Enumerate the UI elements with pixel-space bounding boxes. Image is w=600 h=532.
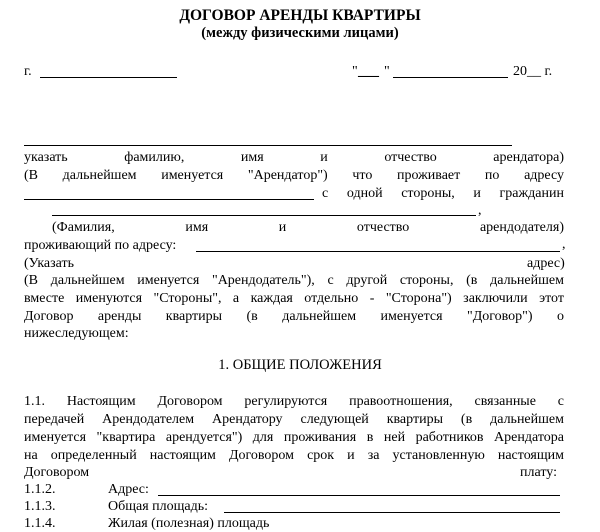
apartment-address-field[interactable] bbox=[158, 495, 560, 496]
paragraph-line-3: Договор аренды квартиры (в дальнейшем именуется "Договор") о bbox=[24, 309, 564, 324]
document-subtitle: (между физическими лицами) bbox=[201, 25, 399, 41]
city-field[interactable] bbox=[40, 77, 177, 78]
clause-1-1-3-label: Общая площадь: bbox=[108, 499, 209, 514]
date-month-field[interactable] bbox=[393, 77, 508, 78]
total-area-field[interactable] bbox=[224, 512, 560, 513]
address-label: проживающий по адресу: bbox=[24, 238, 177, 253]
clause-1-1-line-2: передачей Арендодателем Арендатору следующей квартиры (в дальнейшем bbox=[24, 412, 564, 427]
clause-1-1-line-3: именуется "квартира арендуется") для проживания в ней работников Арендатора bbox=[24, 430, 564, 445]
section-1-title: 1. ОБЩИЕ ПОЛОЖЕНИЯ bbox=[218, 357, 382, 373]
landlord-name-hint: (Фамилия, имя и отчество арендодателя) bbox=[52, 220, 564, 235]
date-year: 20__ г. bbox=[513, 64, 553, 79]
tenant-named-line: (В дальнейшем именуется "Арендатор") что проживает по адресу bbox=[24, 168, 564, 183]
clause-1-1-4-label: Жилая (полезная) площадь bbox=[108, 516, 270, 531]
clause-1-1-3-number: 1.1.3. bbox=[24, 499, 56, 514]
landlord-name-field[interactable] bbox=[52, 215, 476, 216]
tenant-name-hint: указать фамилию, имя и отчество арендатора) bbox=[24, 150, 564, 165]
side-one-text: с одной стороны, и гражданин bbox=[322, 186, 564, 201]
clause-1-1-line-5-right: плату: bbox=[520, 465, 557, 480]
paragraph-line-2: вместе именуются "Стороны", а каждая отдельно - "Сторона") заключили этот bbox=[24, 291, 564, 306]
clause-1-1-line-4: на определенный настоящим Договором срок и за установленную настоящим bbox=[24, 448, 564, 463]
paragraph-line-4: нижеследующем: bbox=[24, 326, 129, 341]
address-hint-left: (Указать bbox=[24, 256, 75, 271]
date-quote-close: " bbox=[384, 64, 390, 79]
clause-1-1-line-1: 1.1. Настоящим Договором регулируются правоотношения, связанные с bbox=[24, 394, 564, 409]
clause-1-1-line-5-left: Договором bbox=[24, 465, 90, 480]
city-prefix: г. bbox=[24, 64, 32, 79]
tenant-address-field[interactable] bbox=[24, 199, 314, 200]
clause-1-1-2-label: Адрес: bbox=[108, 482, 149, 497]
comma-2: , bbox=[562, 237, 566, 252]
date-day-field[interactable]: ___ bbox=[358, 64, 379, 79]
address-hint-right: адрес) bbox=[527, 256, 565, 271]
tenant-name-field[interactable] bbox=[24, 145, 512, 146]
clause-1-1-2-number: 1.1.2. bbox=[24, 482, 56, 497]
date-quote-open: " bbox=[352, 64, 358, 79]
clause-1-1-4-number: 1.1.4. bbox=[24, 516, 56, 531]
paragraph-line-1: (В дальнейшем именуется "Арендодатель"), с другой стороны, (в дальнейшем bbox=[24, 273, 564, 288]
comma: , bbox=[478, 203, 482, 218]
document-title: ДОГОВОР АРЕНДЫ КВАРТИРЫ bbox=[179, 7, 421, 24]
landlord-address-field[interactable] bbox=[196, 251, 560, 252]
